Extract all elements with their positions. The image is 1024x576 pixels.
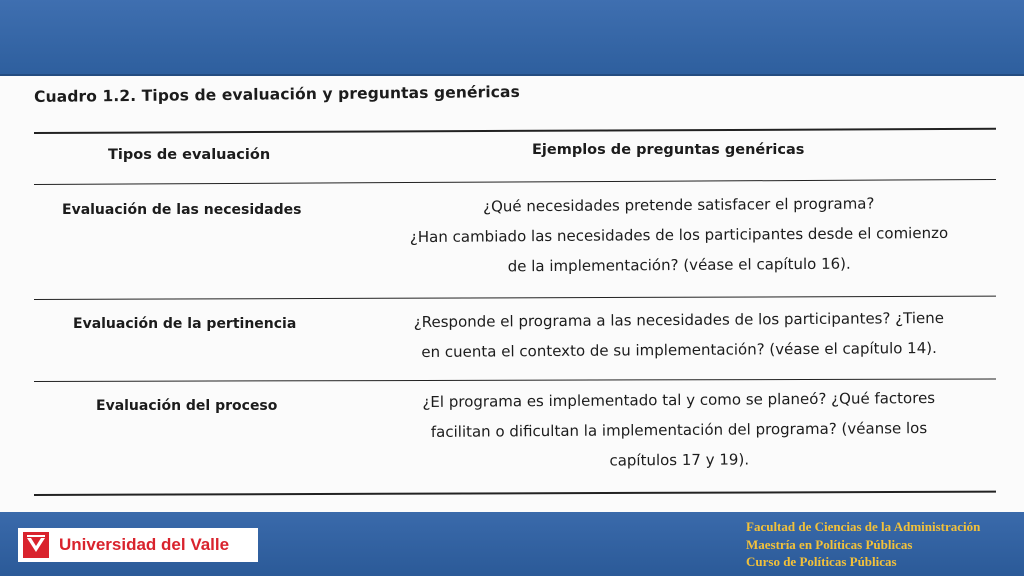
row-questions-relevance	[364, 303, 994, 368]
footer-info	[746, 518, 980, 571]
header-questions: Ejemplos de preguntas genéricas	[532, 142, 805, 158]
question-line: ¿El programa es implementado tal y como se planeó? ¿Qué factores	[422, 388, 936, 412]
table-bottom-rule	[34, 491, 996, 496]
row-questions-process	[364, 383, 995, 478]
footer-course: Curso de Políticas Públicas	[746, 554, 897, 569]
footer-faculty: Facultad de Ciencias de la Administración	[746, 519, 981, 534]
question-line: ¿Qué necesidades pretende satisfacer el programa?	[483, 194, 875, 216]
logo-emblem-icon	[23, 532, 49, 558]
header-band	[0, 0, 1024, 76]
university-logo	[18, 528, 258, 562]
row-questions-needs	[364, 188, 995, 283]
header-types: Tipos de evaluación	[108, 147, 271, 163]
question-line: en cuenta el contexto de su implementación? (véase el capítulo 14).	[421, 338, 937, 362]
table-top-rule	[34, 128, 996, 134]
row-type-relevance: Evaluación de la pertinencia	[73, 316, 297, 332]
question-line: facilitan o dificultan la implementación del programa? (véanse los	[430, 419, 928, 441]
logo-text: Universidad del Valle	[59, 535, 230, 554]
question-line: de la implementación? (véase el capítulo 16).	[507, 254, 851, 276]
question-line: capítulos 17 y 19).	[609, 450, 750, 470]
row-rule-2	[34, 378, 996, 382]
table-caption: Cuadro 1.2. Tipos de evaluación y preguntas genéricas	[34, 82, 520, 106]
question-line: ¿Responde el programa a las necesidades de los participantes? ¿Tiene	[413, 308, 945, 332]
question-line: ¿Han cambiado las necesidades de los participantes desde el comienzo	[409, 223, 949, 247]
header-rule	[34, 179, 996, 185]
row-type-needs: Evaluación de las necesidades	[62, 202, 302, 218]
scanned-table-document	[0, 76, 1024, 512]
row-rule-1	[34, 296, 996, 300]
footer-program: Maestría en Políticas Públicas	[746, 536, 913, 552]
row-type-process: Evaluación del proceso	[96, 398, 278, 414]
